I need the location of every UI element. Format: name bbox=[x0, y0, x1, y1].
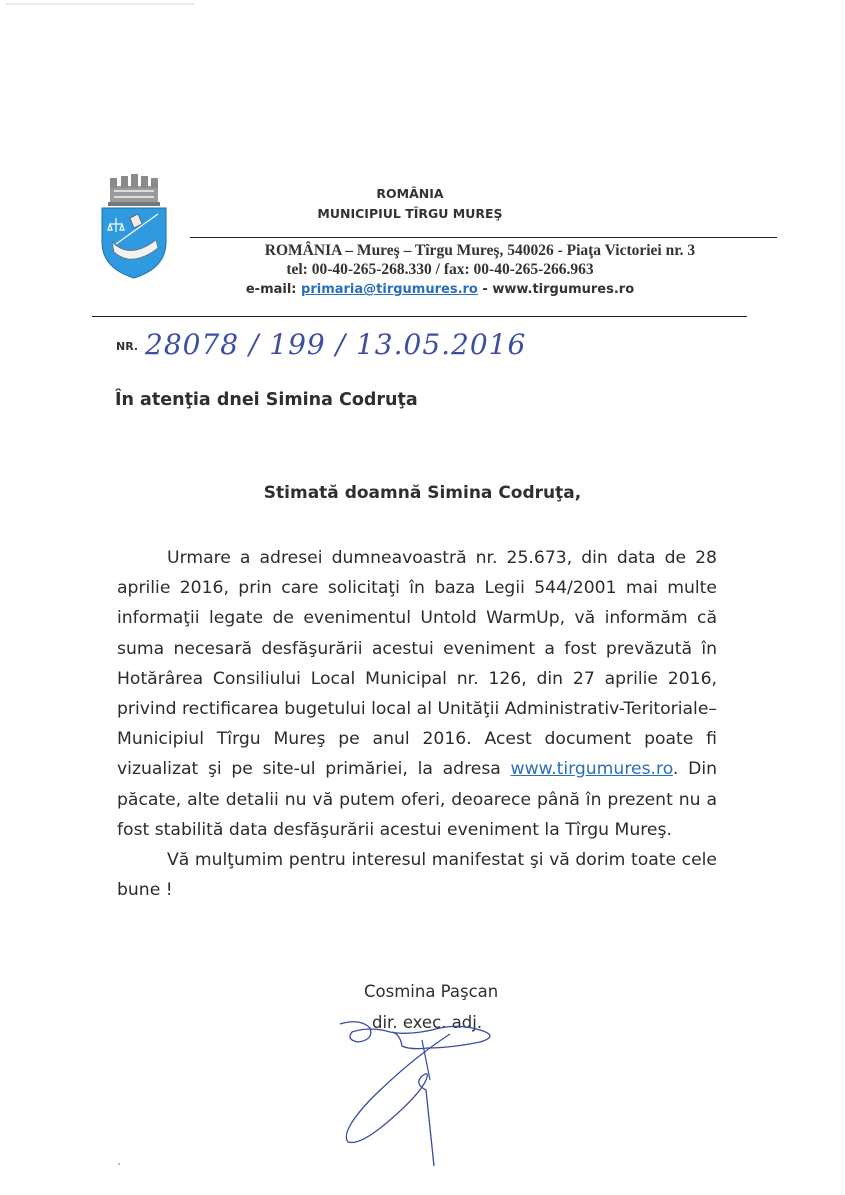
body-paragraph-1-text: Urmare a adresei dumneavoastră nr. 25.673, din data de 28 aprilie 2016, prin care solicitaţi în baza Legii 544/2001 mai multe informaţii legate de evenimentul Untold WarmUp, vă informăm că suma necesară desfăşurării acestui eveniment a fost prevăzută în Hotărârea Consiliului Local Municipal nr. 126, din 27 aprilie 2016, privind rectificarea bugetului local al Unităţii Administrativ-Teritoriale–Municipiul Tîrgu Mureş pe anul 2016. Acest document poate fi vizualizat şi pe site-ul primăriei, la adresa bbox=[117, 548, 717, 780]
crown-icon bbox=[108, 174, 160, 206]
contact-separator: - bbox=[477, 282, 493, 297]
scan-artifact-line bbox=[5, 3, 195, 5]
signatory-name: Cosmina Paşcan bbox=[364, 982, 499, 1001]
attention-line: În atenţia dnei Simina Codruţa bbox=[115, 390, 418, 410]
page-edge bbox=[842, 0, 843, 1195]
letterhead-address: ROMÂNIA – Mureş – Tîrgu Mureş, 540026 - Piaţa Victoriei nr. 3 bbox=[264, 242, 696, 259]
header-divider-bottom bbox=[92, 316, 747, 317]
body-paragraph-1 bbox=[117, 543, 717, 845]
body-paragraph-2: Vă mulţumim pentru interesul manifestat şi vă dorim toate cele bune ! bbox=[117, 850, 717, 901]
handwritten-signature-icon bbox=[330, 1020, 510, 1170]
body-paragraph-1-tail: . Din păcate, alte detalii nu vă putem oferi, deoarece până în prezent nu a fost stabilită data desfăşurării acestui eveniment la Tîrgu Mureş. bbox=[117, 759, 717, 840]
scan-artifact-dot bbox=[118, 1163, 120, 1165]
letterhead-contact bbox=[180, 282, 700, 297]
signatory-title: dir. exec. adj. bbox=[372, 1013, 483, 1032]
header-divider-top bbox=[190, 237, 777, 238]
salutation: Stimată doamnă Simina Codruţa, bbox=[263, 483, 582, 503]
letterhead-country: ROMÂNIA bbox=[376, 186, 444, 201]
email-link[interactable]: primaria@tirgumures.ro bbox=[301, 282, 478, 297]
letterhead-municipality: MUNICIPIUL TÎRGU MUREŞ bbox=[317, 206, 503, 221]
website-text: www.tirgumures.ro bbox=[492, 282, 635, 297]
coat-of-arms-icon bbox=[100, 172, 168, 280]
website-link[interactable]: www.tirgumures.ro bbox=[510, 759, 673, 780]
letterhead-phone-fax: tel: 00-40-265-268.330 / fax: 00-40-265-266.963 bbox=[286, 261, 594, 278]
reference-number-handwritten: 28078 / 199 / 13.05.2016 bbox=[145, 328, 527, 361]
reference-label: NR. bbox=[116, 340, 139, 353]
email-label: e-mail: bbox=[245, 282, 302, 297]
letter-body bbox=[117, 543, 717, 905]
